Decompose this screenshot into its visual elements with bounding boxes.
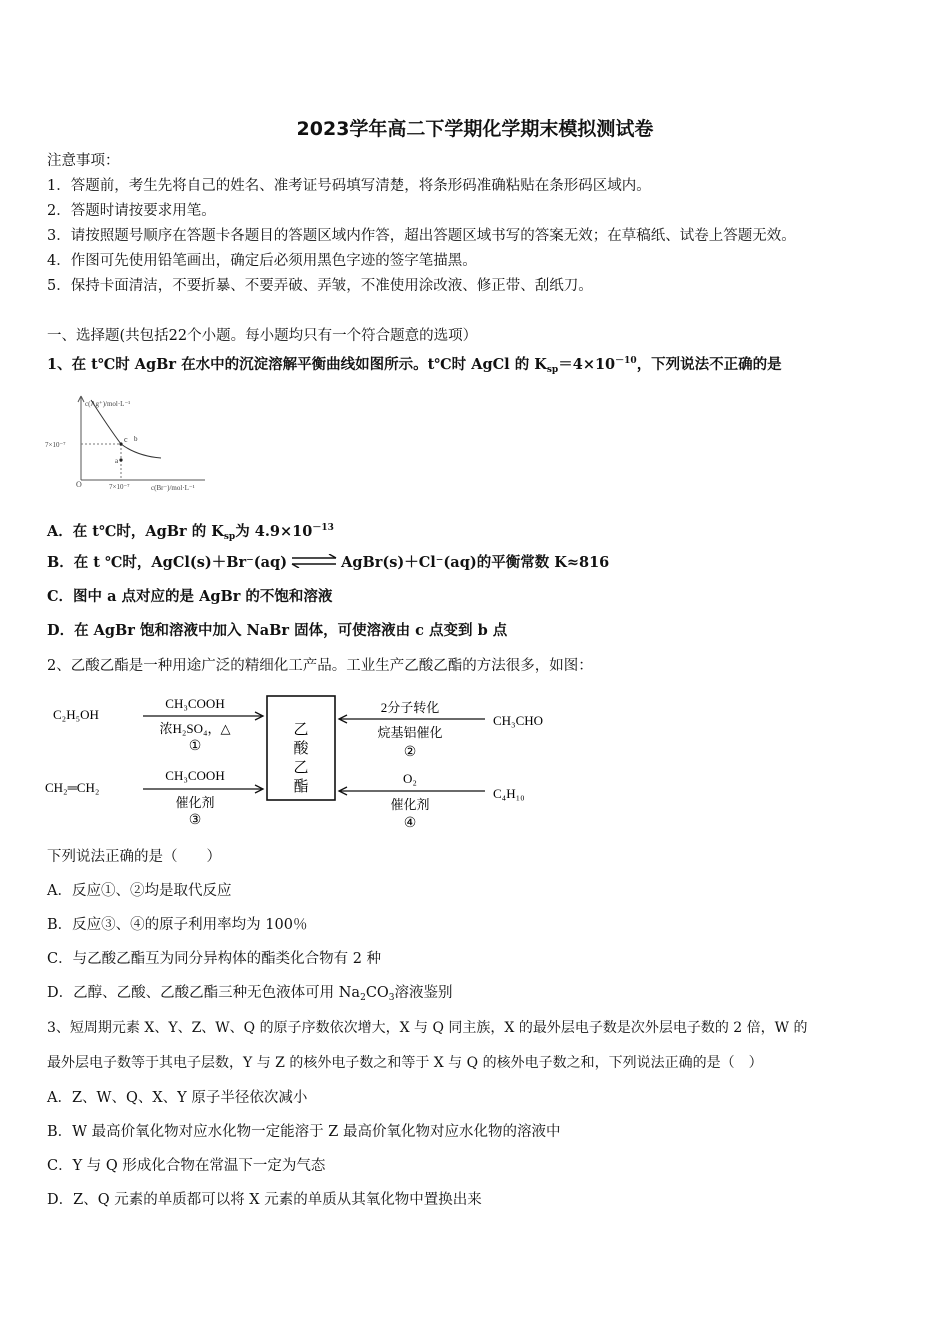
product-char-3: 乙 [293, 760, 309, 776]
q1-solubility-graph [45, 392, 215, 497]
q3-option-a: A．Z、W、Q、X、Y 原子半径依次减小 [47, 1090, 308, 1106]
q2-option-d: D．乙醇、乙酸、乙酸乙酯三种无色液体可用 $Na_2CO_3$溶液鉴别 [47, 985, 453, 1003]
section-heading: 一、选择题(共包括22个小题。每小题均只有一个符合题意的选项） [47, 328, 478, 344]
q3-stem-line-2: 最外层电子数等于其电子层数，Y 与 Z 的核外电子数之和等于 X 与 Q 的核外电子数之和，下列说法正确的是（ ） [47, 1055, 763, 1071]
label-b: b [134, 435, 138, 443]
q2-option-a: A．反应①、②均是取代反应 [47, 883, 232, 899]
product-char-1: 乙 [293, 722, 309, 738]
reaction-3-number: ③ [188, 813, 202, 828]
q3-stem-line-1: 3、短周期元素 X、Y、Z、W、Q 的原子序数依次增大，X 与 Q 同主族，X 的最外层电子数是次外层电子数的 2 倍，W 的 [47, 1020, 808, 1036]
label-c: c [124, 435, 128, 444]
q3-option-d: D．Z、Q 元素的单质都可以将 X 元素的单质从其氧化物中置换出来 [47, 1192, 482, 1208]
notice-item-1: 1．答题前，考生先将自己的姓名、准考证号码填写清楚，将条形码准确粘贴在条形码区域内。 [47, 178, 651, 194]
reaction-4-number: ④ [403, 816, 417, 831]
point-a [119, 458, 122, 461]
q2-prompt: 下列说法正确的是（ ） [47, 849, 221, 865]
graph-xtick: 7×10⁻⁷ [109, 483, 130, 491]
product-char-2: 酸 [293, 741, 309, 757]
q3-option-b: B．W 最高价氧化物对应水化物一定能溶于 Z 最高价氧化物对应水化物的溶液中 [47, 1124, 561, 1140]
q1-option-d: D．在 AgBr 饱和溶液中加入 NaBr 固体，可使溶液由 c 点变到 b 点 [47, 622, 508, 639]
q2-option-c: C．与乙酸乙酯互为同分异构体的酯类化合物有 2 种 [47, 951, 382, 967]
reactant-2-reagent: 2分子转化 [380, 700, 440, 715]
reactant-3-reagent: CH₃COOH [165, 768, 225, 783]
notice-heading: 注意事项： [47, 153, 120, 169]
q2-stem: 2、乙酸乙酯是一种用途广泛的精细化工产品。工业生产乙酸乙酯的方法很多，如图： [47, 658, 593, 674]
q2-option-b: B．反应③、④的原子利用率均为 100％ [47, 917, 308, 933]
reactant-3-condition: 催化剂 [175, 795, 215, 810]
equilibrium-arrow-icon [289, 554, 339, 568]
notice-item-4: 4．作图可先使用铅笔画出，确定后必须用黑色字迹的签字笔描黑。 [47, 253, 477, 269]
reactant-1-reagent: CH₃COOH [165, 696, 225, 711]
reactant-4: C₄H₁₀ [493, 786, 525, 801]
reaction-1-number: ① [188, 739, 202, 754]
q1-stem: 1、在 t℃时 AgBr 在水中的沉淀溶解平衡曲线如图所示。t℃时 AgCl 的 $K_{sp}=4\times 10^{-10}$，下列说法不正确的是 [47, 356, 782, 375]
point-c [119, 442, 122, 445]
reactant-3: CH₂═CH₂ [45, 780, 100, 795]
reactant-1: C₂H₅OH [53, 707, 99, 722]
q1-option-c: C．图中 a 点对应的是 AgBr 的不饱和溶液 [47, 588, 333, 605]
reactant-4-condition: 催化剂 [390, 797, 430, 812]
q2-synthesis-diagram [45, 688, 575, 838]
notice-item-3: 3．请按照题号顺序在答题卡各题目的答题区域内作答，超出答题区域书写的答案无效；在草稿纸、试卷上答题无效。 [47, 228, 796, 244]
graph-xlabel: c(Br⁻)/mol·L⁻¹ [151, 484, 195, 492]
q3-option-c: C．Y 与 Q 形成化合物在常温下一定为气态 [47, 1158, 326, 1174]
page-title: 2023学年高二下学期化学期末模拟测试卷 [296, 118, 654, 140]
q1-option-a: A．在 t℃时，AgBr 的 $K_{sp}$为 $4.9\times 10^{-13}$ [47, 523, 334, 542]
graph-ytick: 7×10⁻⁷ [45, 441, 66, 449]
reactant-2-condition: 烷基铝催化 [377, 725, 443, 740]
reaction-2-number: ② [403, 745, 417, 760]
reactant-1-condition: 浓H₂SO₄，△ [159, 721, 231, 736]
reactant-4-reagent: O₂ [403, 771, 417, 786]
notice-item-5: 5．保持卡面清洁，不要折暴、不要弄破、弄皱，不准使用涂改液、修正带、刮纸刀。 [47, 278, 593, 294]
reactant-2: CH₃CHO [493, 713, 544, 728]
graph-ylabel: c(Ag⁺)/mol·L⁻¹ [85, 400, 131, 408]
product-char-4: 酯 [293, 779, 309, 795]
label-a: a [115, 457, 119, 465]
notice-item-2: 2．答题时请按要求用笔。 [47, 203, 216, 219]
q1-option-b: B．在 t ℃时，AgCl(s)＋Br⁻(aq) AgBr(s)＋Cl⁻(aq)的平衡常数 K≈816 [47, 554, 610, 571]
graph-origin: O [76, 480, 82, 489]
